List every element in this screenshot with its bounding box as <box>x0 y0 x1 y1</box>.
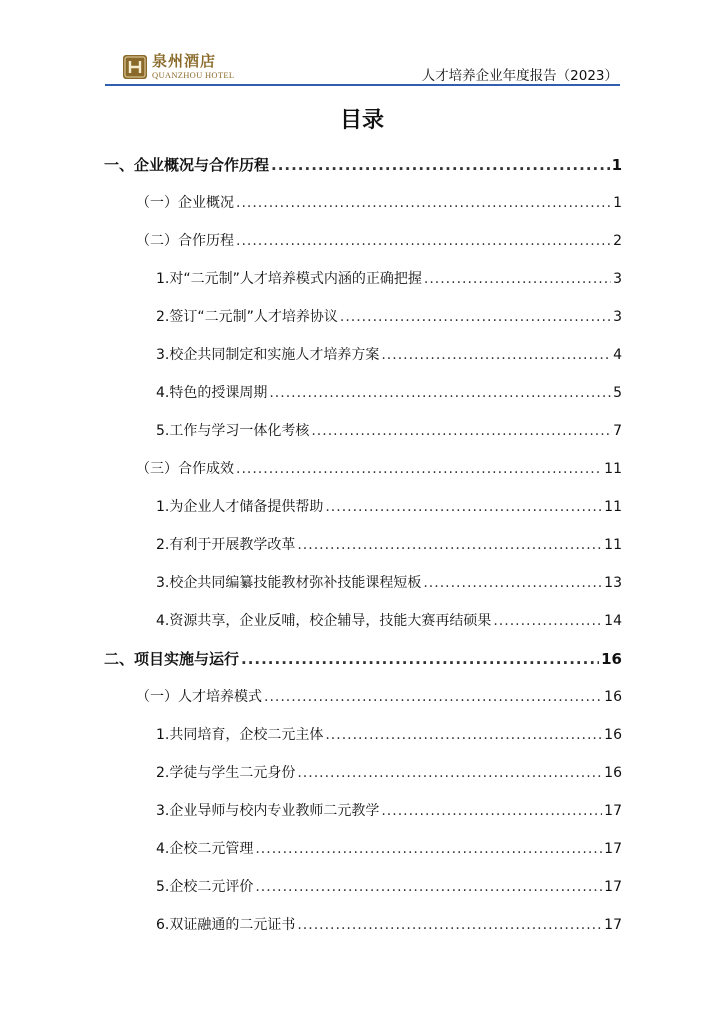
toc-entry[interactable] <box>104 268 622 306</box>
toc-entry[interactable] <box>104 192 622 230</box>
toc-entry-title: （一）企业概况 <box>136 195 234 211</box>
toc-page-number: 17 <box>604 917 622 933</box>
toc-leader-dots <box>255 879 602 895</box>
toc-entry[interactable] <box>104 458 622 496</box>
toc-entry-title: 1.共同培育，企校二元主体 <box>156 727 324 743</box>
toc-entry[interactable] <box>104 572 622 610</box>
toc-page-number: 11 <box>604 499 622 515</box>
toc-leader-dots <box>325 727 602 743</box>
toc-entry-title: 4.资源共享，企业反哺，校企辅导，技能大赛再结硕果 <box>156 613 492 629</box>
toc-page-number: 11 <box>604 461 622 477</box>
toc-page-number: 16 <box>604 727 622 743</box>
toc-leader-dots <box>236 461 602 477</box>
toc-page-number: 11 <box>604 537 622 553</box>
toc-entry-title: 4.特色的授课周期 <box>156 385 268 401</box>
toc-leader-dots <box>297 537 602 553</box>
toc-entry[interactable] <box>104 914 622 952</box>
toc-entry-title: 2.签订“二元制”人才培养协议 <box>156 309 338 325</box>
toc-leader-dots <box>271 156 610 174</box>
header-divider <box>105 84 620 86</box>
toc-leader-dots <box>424 271 611 287</box>
toc-entry-title: （二）合作历程 <box>136 233 234 249</box>
toc-entry[interactable] <box>104 876 622 914</box>
report-title: 人才培养企业年度报告（2023） <box>421 68 618 84</box>
toc-leader-dots <box>236 195 611 211</box>
toc-entry[interactable] <box>104 838 622 876</box>
toc-leader-dots <box>241 650 599 668</box>
toc-entry-title: 5.企校二元评价 <box>156 879 254 895</box>
toc-entry-title: 2.有利于开展教学改革 <box>156 537 296 553</box>
toc-page-number: 1 <box>611 156 622 174</box>
page-header <box>105 50 620 88</box>
toc-page-number: 14 <box>604 613 622 629</box>
toc-page-number: 3 <box>613 271 622 287</box>
toc-entry[interactable] <box>104 648 622 686</box>
toc-entry-title: 1.对“二元制”人才培养模式内涵的正确把握 <box>156 271 422 287</box>
toc-leader-dots <box>340 309 611 325</box>
toc-entry[interactable] <box>104 610 622 648</box>
toc-entry[interactable] <box>104 496 622 534</box>
toc-entry[interactable] <box>104 382 622 420</box>
toc-leader-dots <box>297 917 602 933</box>
toc-entry-title: 3.校企共同制定和实施人才培养方案 <box>156 347 380 363</box>
toc-leader-dots <box>423 575 602 591</box>
hotel-logo <box>122 52 234 82</box>
toc-entry-title: 3.企业导师与校内专业教师二元教学 <box>156 803 380 819</box>
toc-leader-dots <box>381 347 611 363</box>
toc-page-number: 2 <box>613 233 622 249</box>
toc-entry[interactable] <box>104 762 622 800</box>
toc-entry[interactable] <box>104 230 622 268</box>
toc-leader-dots <box>311 423 611 439</box>
toc-entry-title: 二、项目实施与运行 <box>104 650 240 668</box>
toc-leader-dots <box>325 499 602 515</box>
toc-page-number: 16 <box>604 765 622 781</box>
toc-entry[interactable] <box>104 344 622 382</box>
toc-entry-title: 6.双证融通的二元证书 <box>156 917 296 933</box>
toc-leader-dots <box>236 233 611 249</box>
toc-heading: 目录 <box>339 108 384 133</box>
toc-page-number: 17 <box>604 803 622 819</box>
toc-entry-title: 5.工作与学习一体化考核 <box>156 423 310 439</box>
toc-page-number: 7 <box>613 423 622 439</box>
toc-page-number: 1 <box>613 195 622 211</box>
toc-entry[interactable] <box>104 154 622 192</box>
toc-entry-title: 2.学徒与学生二元身份 <box>156 765 296 781</box>
toc-leader-dots <box>297 765 602 781</box>
toc-entry-title: 一、企业概况与合作历程 <box>104 156 270 174</box>
logo-english-name: QUANZHOU HOTEL <box>152 70 235 81</box>
toc-entry-title: 3.校企共同编纂技能教材弥补技能课程短板 <box>156 575 422 591</box>
toc-entry[interactable] <box>104 534 622 572</box>
toc-entry-title: 1.为企业人才储备提供帮助 <box>156 499 324 515</box>
toc-entry[interactable] <box>104 420 622 458</box>
toc-entry-title: 4.企校二元管理 <box>156 841 254 857</box>
toc-entry[interactable] <box>104 724 622 762</box>
toc-page-number: 16 <box>604 689 622 705</box>
toc-entry[interactable] <box>104 686 622 724</box>
toc-page-number: 4 <box>613 347 622 363</box>
toc-page-number: 16 <box>601 650 622 668</box>
toc-leader-dots <box>381 803 602 819</box>
toc-leader-dots <box>264 689 602 705</box>
table-of-contents <box>104 154 622 952</box>
toc-leader-dots <box>269 385 611 401</box>
hotel-logo-icon <box>122 54 148 80</box>
toc-leader-dots <box>255 841 602 857</box>
toc-page-number: 3 <box>613 309 622 325</box>
logo-chinese-name: 泉州酒店 <box>152 52 217 71</box>
toc-leader-dots <box>493 613 602 629</box>
toc-entry[interactable] <box>104 800 622 838</box>
toc-page-number: 17 <box>604 879 622 895</box>
toc-entry-title: （三）合作成效 <box>136 461 234 477</box>
toc-page-number: 5 <box>613 385 622 401</box>
toc-page-number: 13 <box>604 575 622 591</box>
toc-entry[interactable] <box>104 306 622 344</box>
toc-entry-title: （一）人才培养模式 <box>136 689 262 705</box>
toc-page-number: 17 <box>604 841 622 857</box>
